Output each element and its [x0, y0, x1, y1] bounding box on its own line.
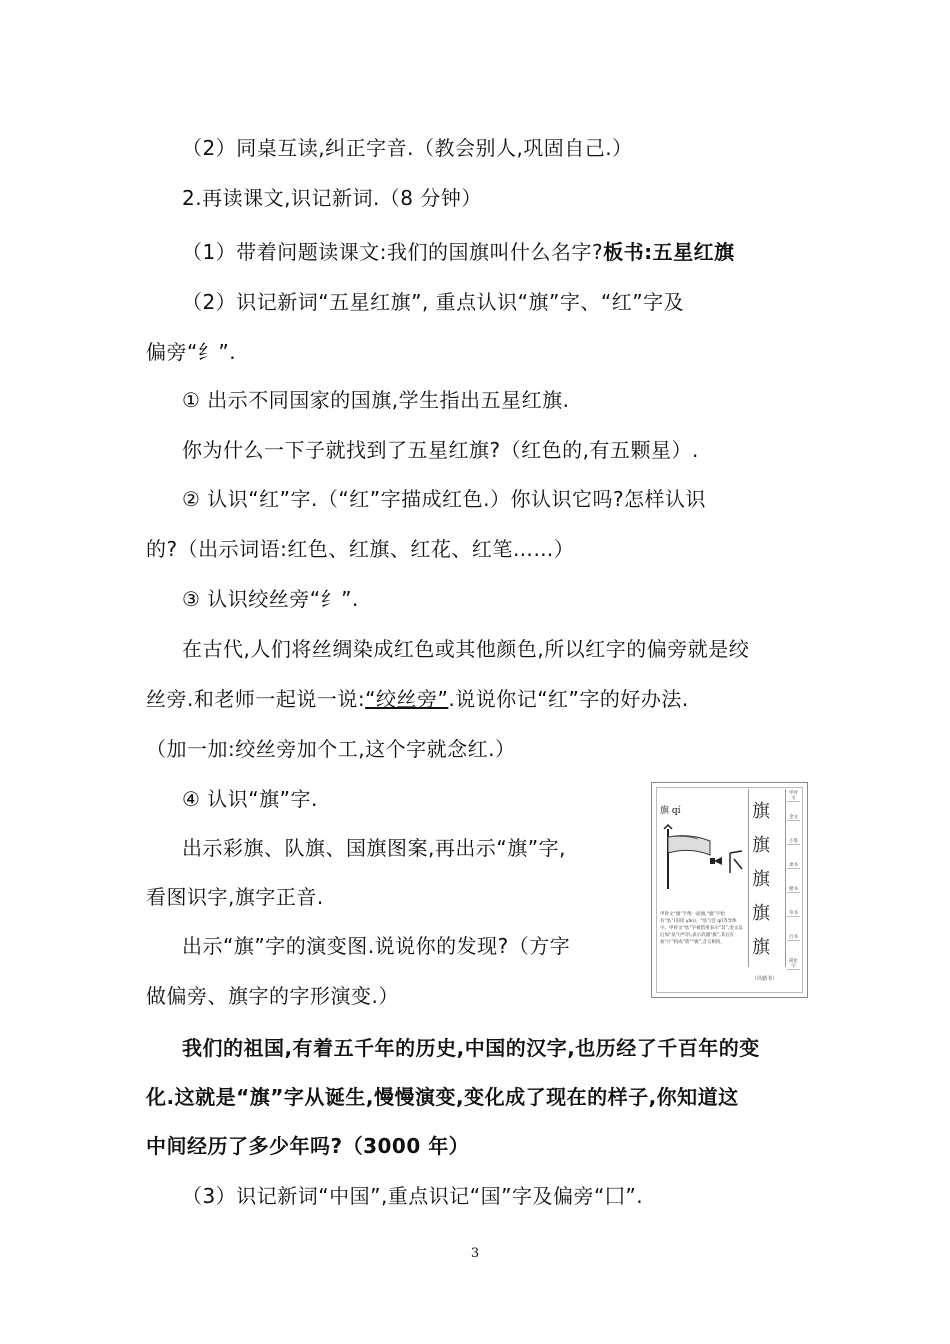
glyph-regular: 旗	[752, 937, 770, 958]
script-label-column	[786, 789, 801, 989]
text-line-3	[182, 240, 735, 264]
script-label: 简化字	[789, 959, 798, 969]
text-line-8: ② 认识“红”字.（“红”字描成红色.）你认识它吗?怎样认识	[182, 487, 707, 511]
figure-source: （冯德书）	[752, 976, 778, 982]
script-label: 行书	[789, 935, 798, 940]
text-line-7: 你为什么一下子就找到了五星红旗?（红色的,有五颗星）.	[182, 438, 699, 462]
script-label: 隶书	[789, 863, 798, 868]
text-line-17: 出示“旗”字的演变图.说说你的发现?（方字	[182, 934, 571, 958]
text-line-16: 看图识字,旗字正音.	[146, 885, 324, 909]
text-line-6: ① 出示不同国家的国旗,学生指出五星红旗.	[182, 388, 570, 412]
underlined-term: “绞丝旁”	[365, 687, 449, 711]
script-label: 楷书	[789, 887, 798, 892]
flag-pictograph-illustration	[660, 823, 746, 893]
text-line-10: ③ 认识绞丝旁“纟”.	[182, 587, 359, 611]
text-line-13: （加一加:绞丝旁加个工,这个字就念红.）	[146, 737, 516, 761]
text-line-4: （2）识记新词“五星红旗”, 重点认识“旗”字、“红”字及	[182, 290, 685, 314]
text-line-19: 我们的祖国,有着五千年的历史,中国的汉字,也历经了千百年的变	[182, 1036, 760, 1060]
glyph-seal: 旗	[752, 869, 770, 890]
glyph-clerical: 旗	[752, 903, 770, 924]
text-line-2: 2.再读课文,识记新词.（8 分钟）	[182, 186, 482, 210]
text-line-18: 做偏旁、旗字的字形演变.）	[146, 984, 399, 1008]
question-text: （1）带着问题读课文:我们的国旗叫什么名字?	[182, 240, 604, 264]
text-segment: .说说你记“红”字的好办法.	[448, 687, 689, 711]
text-line-21: 中间经历了多少年吗?（3000 年）	[146, 1134, 470, 1158]
text-line-5: 偏旁“纟”.	[146, 340, 237, 364]
text-line-12	[146, 687, 689, 711]
script-label: 草书	[789, 911, 798, 916]
text-line-9: 的?（出示词语:红色、红旗、红花、红笔……）	[146, 537, 575, 561]
script-label: 小篆	[789, 839, 798, 844]
figure-title: 旗 qí	[660, 806, 681, 816]
text-line-15: 出示彩旗、队旗、国旗图案,再出示“旗”字,	[182, 836, 566, 860]
text-line-20: 化.这就是“旗”字从诞生,慢慢演变,变化成了现在的样子,你知道这	[146, 1085, 739, 1109]
page-number: 3	[470, 1246, 480, 1261]
blackboard-note: 板书:五星红旗	[603, 240, 735, 264]
character-evolution-figure	[651, 782, 808, 998]
text-segment: 丝旁.和老师一起说一说:	[146, 687, 366, 711]
text-line-1: （2）同桌互读,纠正字音.（教会别人,巩固自己.）	[182, 136, 633, 160]
text-line-22: （3）识记新词“中国”,重点识记“国”字及偏旁“囗”.	[182, 1184, 644, 1208]
text-line-14: ④ 认识“旗”字.	[182, 787, 318, 811]
text-line-11: 在古代,人们将丝绸染成红色或其他颜色,所以红字的偏旁就是绞	[182, 637, 750, 661]
script-label: 甲骨文	[789, 791, 798, 801]
figure-caption: 甲骨文“旗”字像一面旗,“旗”字始有“㫃”(旧读 yǎn)、“㫃”(音 qí)等异体字。甲骨文“㫃”字被借用表示“其”,金文以后加“㫃”(声旁),表示武器“旗”,其后在加“斤”构成“旂”“旗”,含义相同。	[660, 912, 743, 945]
script-label: 金文	[789, 815, 798, 820]
glyph-oracle: 旗	[752, 801, 770, 822]
glyph-bronze: 旗	[752, 835, 770, 856]
